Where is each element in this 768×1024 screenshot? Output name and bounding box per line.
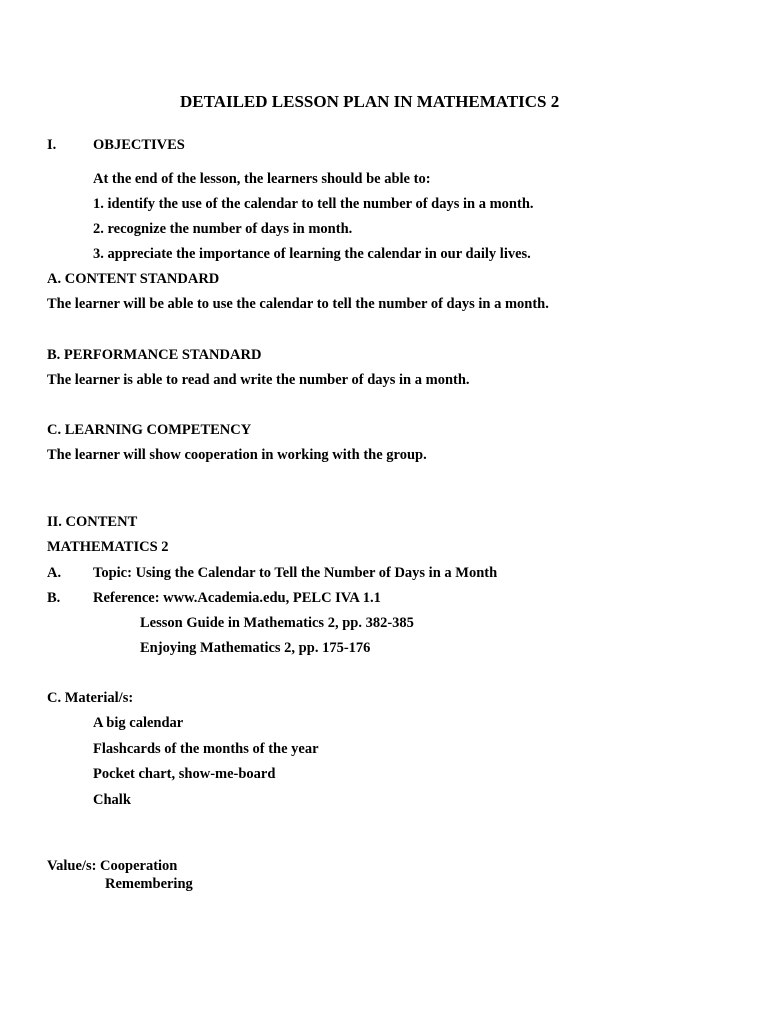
values-label: Value/s: Cooperation — [47, 858, 178, 874]
objectives-heading: OBJECTIVES — [93, 137, 185, 153]
topic-letter: A. — [47, 565, 62, 581]
objective-item: 3. appreciate the importance of learning the calendar in our daily lives. — [93, 246, 531, 262]
content-standard-heading: A. CONTENT STANDARD — [47, 271, 220, 287]
materials-heading: C. Material/s: — [47, 690, 134, 706]
content-subject: MATHEMATICS 2 — [47, 539, 169, 555]
reference-line: Lesson Guide in Mathematics 2, pp. 382-385 — [140, 615, 414, 631]
reference-line: Enjoying Mathematics 2, pp. 175-176 — [140, 640, 371, 656]
learning-competency-text: The learner will show cooperation in working with the group. — [47, 447, 427, 463]
learning-competency-heading: C. LEARNING COMPETENCY — [47, 422, 252, 438]
material-item: Chalk — [93, 792, 131, 808]
performance-standard-text: The learner is able to read and write the number of days in a month. — [47, 372, 470, 388]
values-second: Remembering — [105, 876, 193, 892]
objectives-number: I. — [47, 137, 57, 153]
objective-item: 1. identify the use of the calendar to tell the number of days in a month. — [93, 196, 534, 212]
objective-item: 2. recognize the number of days in month. — [93, 221, 353, 237]
objectives-intro: At the end of the lesson, the learners should be able to: — [93, 171, 431, 187]
performance-standard-heading: B. PERFORMANCE STANDARD — [47, 347, 262, 363]
content-standard-text: The learner will be able to use the calendar to tell the number of days in a month. — [47, 296, 549, 312]
reference-text: Reference: www.Academia.edu, PELC IVA 1.1 — [93, 590, 381, 606]
content-heading: II. CONTENT — [47, 514, 138, 530]
material-item: A big calendar — [93, 715, 184, 731]
material-item: Flashcards of the months of the year — [93, 741, 319, 757]
reference-letter: B. — [47, 590, 61, 606]
topic-text: Topic: Using the Calendar to Tell the Number of Days in a Month — [93, 565, 498, 581]
document-title: DETAILED LESSON PLAN IN MATHEMATICS 2 — [180, 92, 560, 111]
material-item: Pocket chart, show-me-board — [93, 766, 276, 782]
